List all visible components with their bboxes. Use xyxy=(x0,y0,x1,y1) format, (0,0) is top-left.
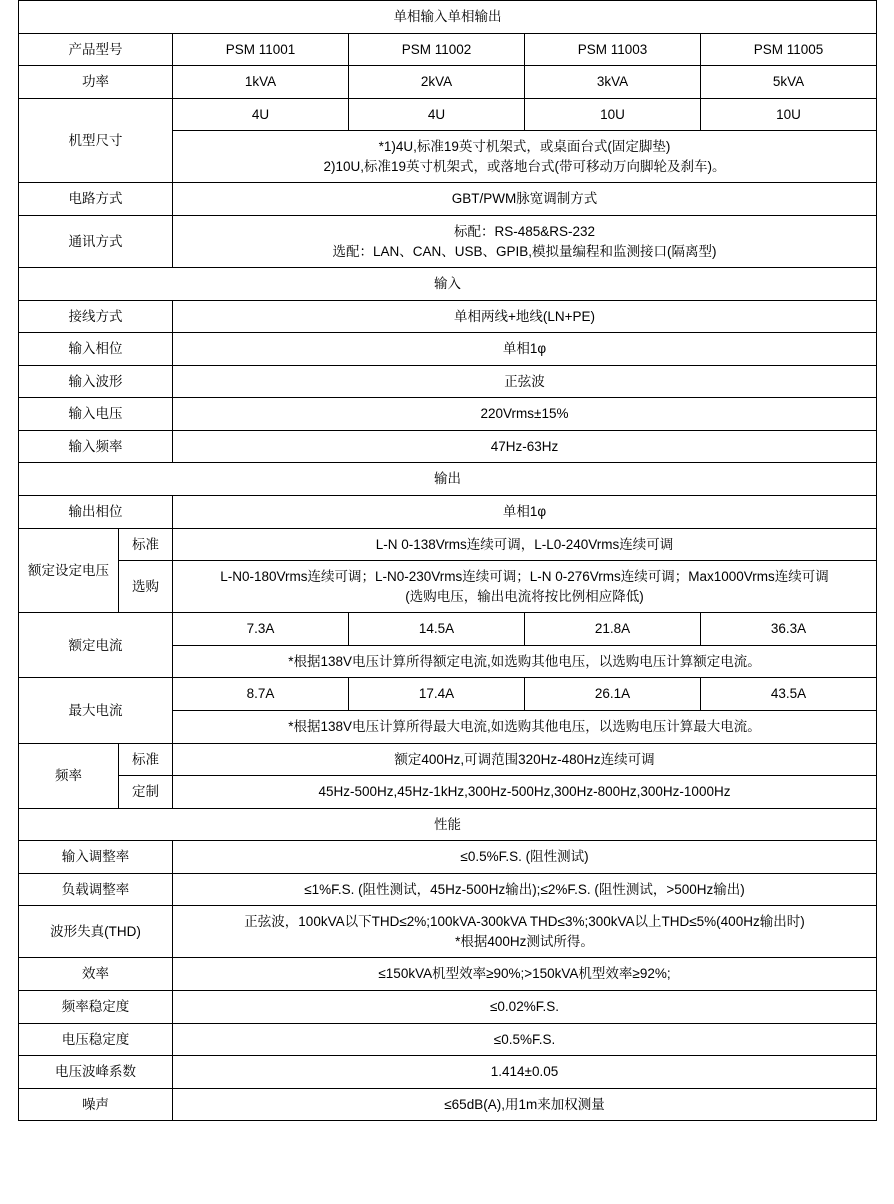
row-label-noise: 噪声 xyxy=(19,1088,173,1121)
table-row-efficiency xyxy=(19,958,877,991)
cell-load-regulation-value: ≤1%F.S. (阻性测试，45Hz-500Hz输出);≤2%F.S. (阻性测试，>500Hz输出) xyxy=(173,873,877,906)
comm-line-1: 标配：RS-485&RS-232 xyxy=(453,223,596,239)
cell-power-1: 1kVA xyxy=(173,66,349,99)
size-note-line-1: *1)4U,标准19英寸机架式，或桌面台式(固定脚垫) xyxy=(378,139,671,155)
row-label-freq: 频率 xyxy=(19,743,119,808)
cell-rated-voltage-standard: L-N 0-138Vrms连续可调，L-L0-240Vrms连续可调 xyxy=(173,528,877,561)
table-row-load-regulation xyxy=(19,873,877,906)
table-row-power xyxy=(19,66,877,99)
row-label-thd: 波形失真(THD) xyxy=(19,906,173,958)
row-label-rated-current: 额定电流 xyxy=(19,613,173,678)
row-label-input-regulation: 输入调整率 xyxy=(19,841,173,874)
table-row-input-regulation xyxy=(19,841,877,874)
cell-model-1: PSM 11001 xyxy=(173,33,349,66)
row-label-size: 机型尺寸 xyxy=(19,98,173,183)
table-row-input-freq xyxy=(19,430,877,463)
cell-wiring-value: 单相两线+地线(LN+PE) xyxy=(173,300,877,333)
cell-max-current-4: 43.5A xyxy=(701,678,877,711)
table-row-rated-voltage-standard xyxy=(19,528,877,561)
cell-freq-standard-value: 额定400Hz,可调范围320Hz-480Hz连续可调 xyxy=(173,743,877,776)
row-sublabel-standard: 标准 xyxy=(119,528,173,561)
table-row-noise xyxy=(19,1088,877,1121)
cell-thd-value xyxy=(173,906,877,958)
section-row-performance xyxy=(19,808,877,841)
rated-voltage-optional-line-1: L-N0-180Vrms连续可调；L-N0-230Vrms连续可调；L-N 0-276Vrms连续可调；Max1000Vrms连续可调 xyxy=(220,569,829,585)
cell-noise-value: ≤65dB(A),用1m来加权测量 xyxy=(173,1088,877,1121)
cell-rated-current-2: 14.5A xyxy=(349,613,525,646)
row-sublabel-optional: 选购 xyxy=(119,561,173,613)
cell-rated-current-note: *根据138V电压计算所得额定电流,如选购其他电压，以选购电压计算额定电流。 xyxy=(173,645,877,678)
row-label-input-freq: 输入频率 xyxy=(19,430,173,463)
cell-power-3: 3kVA xyxy=(525,66,701,99)
section-row-output xyxy=(19,463,877,496)
row-sublabel-freq-standard: 标准 xyxy=(119,743,173,776)
row-label-rated-voltage: 额定设定电压 xyxy=(19,528,119,613)
cell-freq-stability-value: ≤0.02%F.S. xyxy=(173,991,877,1024)
table-row-thd xyxy=(19,906,877,958)
cell-size-1: 4U xyxy=(173,98,349,131)
table-row-freq-standard xyxy=(19,743,877,776)
thd-line-2: *根据400Hz测试所得。 xyxy=(455,933,594,949)
cell-output-phase-value: 单相1φ xyxy=(173,496,877,529)
table-row-freq-custom xyxy=(19,776,877,809)
row-label-voltage-stability: 电压稳定度 xyxy=(19,1023,173,1056)
cell-comm-value xyxy=(173,215,877,267)
cell-power-2: 2kVA xyxy=(349,66,525,99)
row-label-freq-stability: 频率稳定度 xyxy=(19,991,173,1024)
cell-model-2: PSM 11002 xyxy=(349,33,525,66)
row-label-model: 产品型号 xyxy=(19,33,173,66)
table-row-crest-factor xyxy=(19,1056,877,1089)
cell-efficiency-value: ≤150kVA机型效率≥90%;>150kVA机型效率≥92%; xyxy=(173,958,877,991)
thd-line-1: 正弦波，100kVA以下THD≤2%;100kVA-300kVA THD≤3%;300kVA以上THD≤5%(400Hz输出时) xyxy=(244,914,805,930)
row-sublabel-freq-custom: 定制 xyxy=(119,776,173,809)
table-row-size xyxy=(19,98,877,131)
row-label-max-current: 最大电流 xyxy=(19,678,173,743)
row-label-input-wave: 输入波形 xyxy=(19,365,173,398)
row-label-output-phase: 输出相位 xyxy=(19,496,173,529)
cell-max-current-1: 8.7A xyxy=(173,678,349,711)
row-label-wiring: 接线方式 xyxy=(19,300,173,333)
cell-size-note xyxy=(173,131,877,183)
cell-input-wave-value: 正弦波 xyxy=(173,365,877,398)
table-row-input-wave xyxy=(19,365,877,398)
cell-power-4: 5kVA xyxy=(701,66,877,99)
section-row-input xyxy=(19,268,877,301)
cell-size-3: 10U xyxy=(525,98,701,131)
cell-rated-current-4: 36.3A xyxy=(701,613,877,646)
cell-rated-current-3: 21.8A xyxy=(525,613,701,646)
table-row-output-phase xyxy=(19,496,877,529)
cell-crest-factor-value: 1.414±0.05 xyxy=(173,1056,877,1089)
cell-rated-voltage-optional xyxy=(173,561,877,613)
size-note-line-2: 2)10U,标准19英寸机架式，或落地台式(带可移动万向脚轮及刹车)。 xyxy=(323,158,726,174)
row-label-input-voltage: 输入电压 xyxy=(19,398,173,431)
table-row-rated-current xyxy=(19,613,877,646)
table-row-max-current xyxy=(19,678,877,711)
row-label-power: 功率 xyxy=(19,66,173,99)
section-label-output: 输出 xyxy=(19,463,877,496)
cell-size-2: 4U xyxy=(349,98,525,131)
table-row-input-phase xyxy=(19,333,877,366)
cell-model-3: PSM 11003 xyxy=(525,33,701,66)
cell-circuit-value: GBT/PWM脉宽调制方式 xyxy=(173,183,877,216)
row-label-efficiency: 效率 xyxy=(19,958,173,991)
cell-input-freq-value: 47Hz-63Hz xyxy=(173,430,877,463)
section-label-performance: 性能 xyxy=(19,808,877,841)
table-row-model xyxy=(19,33,877,66)
cell-input-phase-value: 单相1φ xyxy=(173,333,877,366)
table-row-rated-voltage-optional xyxy=(19,561,877,613)
row-label-load-regulation: 负载调整率 xyxy=(19,873,173,906)
table-row-wiring xyxy=(19,300,877,333)
rated-voltage-optional-line-2: (选购电压，输出电流将按比例相应降低) xyxy=(405,588,644,604)
table-row-comm xyxy=(19,215,877,267)
cell-input-regulation-value: ≤0.5%F.S. (阻性测试) xyxy=(173,841,877,874)
cell-max-current-2: 17.4A xyxy=(349,678,525,711)
section-label-input: 输入 xyxy=(19,268,877,301)
cell-input-voltage-value: 220Vrms±15% xyxy=(173,398,877,431)
page-title: 单相输入单相输出 xyxy=(19,1,877,34)
cell-model-4: PSM 11005 xyxy=(701,33,877,66)
table-title-row xyxy=(19,1,877,34)
cell-voltage-stability-value: ≤0.5%F.S. xyxy=(173,1023,877,1056)
cell-rated-current-1: 7.3A xyxy=(173,613,349,646)
row-label-input-phase: 输入相位 xyxy=(19,333,173,366)
cell-freq-custom-value: 45Hz-500Hz,45Hz-1kHz,300Hz-500Hz,300Hz-800Hz,300Hz-1000Hz xyxy=(173,776,877,809)
cell-max-current-3: 26.1A xyxy=(525,678,701,711)
row-label-crest-factor: 电压波峰系数 xyxy=(19,1056,173,1089)
table-row-freq-stability xyxy=(19,991,877,1024)
table-row-voltage-stability xyxy=(19,1023,877,1056)
cell-size-4: 10U xyxy=(701,98,877,131)
row-label-comm: 通讯方式 xyxy=(19,215,173,267)
table-row-input-voltage xyxy=(19,398,877,431)
row-label-circuit: 电路方式 xyxy=(19,183,173,216)
cell-max-current-note: *根据138V电压计算所得最大电流,如选购其他电压，以选购电压计算最大电流。 xyxy=(173,710,877,743)
comm-line-2: 选配：LAN、CAN、USB、GPIB,模拟量编程和监测接口(隔离型) xyxy=(332,243,717,259)
specification-table xyxy=(18,0,877,1121)
table-row-circuit xyxy=(19,183,877,216)
